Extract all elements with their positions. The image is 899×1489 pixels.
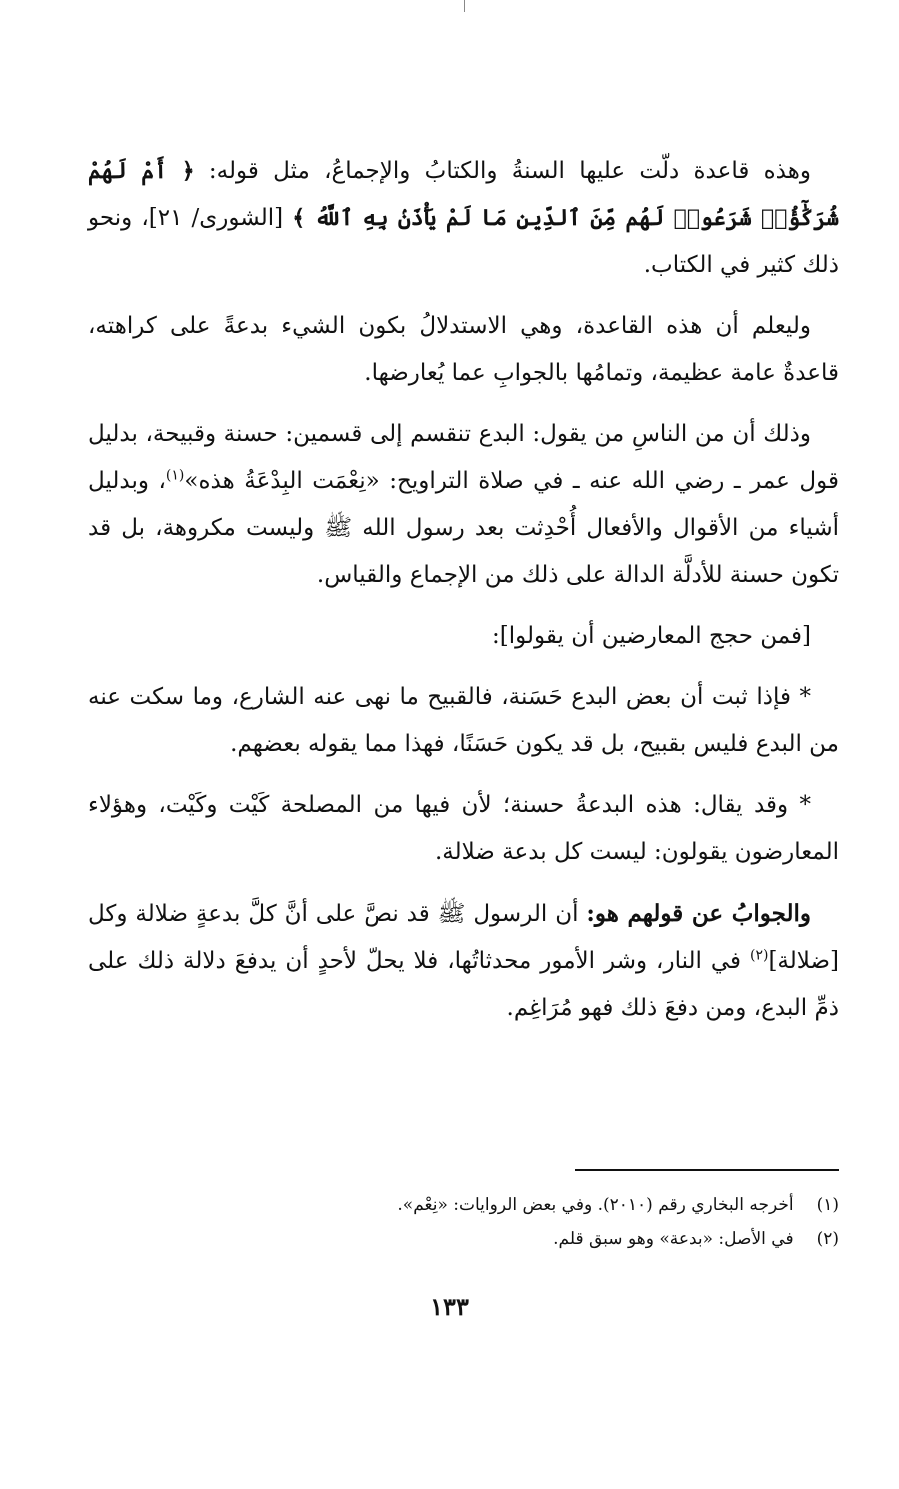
paragraph-3-post: ، وبدليل أشياء من الأقوال والأفعال أُحْدِثت بعد رسول الله ﷺ وليست مكروهة، بل قد تكون حسنة للأدلَّة الدالة على ذلك من الإجماع والقياس. (88, 468, 839, 588)
paragraph-2 (88, 303, 839, 397)
footnote-1-text: أخرجه البخاري رقم (٢٠١٠). وفي بعض الروايات: «نِعْم». (397, 1195, 794, 1215)
paragraph-5-text: * فإذا ثبت أن بعض البدع حَسَنة، فالقبيح ما نهى عنه الشارع، وما سكت عنه من البدع فليس بقبيح، بل قد يكون حَسَنًا، فهذا مما يقوله بعضهم. (88, 684, 839, 757)
footnote-1 (200, 1188, 839, 1222)
footnotes (200, 1188, 839, 1256)
footnote-2-number: (٢) (816, 1229, 839, 1249)
paragraph-1 (88, 148, 839, 289)
section-heading (88, 613, 839, 660)
paragraph-1-pre: وهذه قاعدة دلّت عليها السنةُ والكتابُ والإجماعُ، مثل قوله: (194, 158, 811, 184)
quran-verse: ﴿ أَمْ لَهُمْ شُرَكَٰٓؤُا۟ شَرَعُوا۟ لَهُم مِّنَ ٱلدِّينِ مَا لَمْ يَأْذَنۢ بِهِ ٱللَّهُ ﴾ (88, 158, 839, 231)
main-text (88, 148, 839, 1046)
paragraph-3-pre: وذلك أن من الناسِ من يقول: البدع تنقسم إلى قسمين: حسنة وقبيحة، بدليل قول عمر ـ رضي الله عنه ـ في صلاة التراويح: «نِعْمَت البِدْعَةُ هذه» (88, 421, 840, 494)
section-heading-text: [فمن حجج المعارضين أن يقولوا]: (491, 623, 811, 649)
paragraph-1-post: [الشورى/ ٢١]، ونحو ذلك كثير في الكتاب. (88, 205, 839, 278)
footnote-2 (200, 1222, 839, 1256)
paragraph-2-text: وليعلم أن هذه القاعدة، وهي الاستدلالُ بكون الشيء بدعةً على كراهته، قاعدةٌ عامة عظيمة، وتمامُها بالجوابِ عما يُعارضها. (88, 313, 839, 386)
paragraph-6-text: * وقد يقال: هذه البدعةُ حسنة؛ لأن فيها من المصلحة كَيْت وكَيْت، وهؤلاء المعارضون يقولون: ليست كل بدعة ضلالة. (88, 792, 839, 865)
paragraph-6 (88, 782, 839, 876)
paragraph-7-pre: أن الرسول ﷺ قد نصَّ على أنَّ كلَّ بدعةٍ ضلالة وكل [ضلالة] (88, 901, 839, 974)
paragraph-3 (88, 411, 839, 599)
paragraph-5 (88, 674, 839, 768)
footnote-divider (575, 1169, 839, 1171)
paragraph-7-post: في النار، وشر الأمور محدثاتُها، فلا يحلّ لأحدٍ أن يدفعَ دلالة ذلك على ذمِّ البدع، ومن دفعَ ذلك فهو مُرَاغِم. (88, 948, 839, 1021)
page-number: ١٣٣ (430, 1292, 469, 1321)
page-top-mark (464, 0, 465, 12)
paragraph-7 (88, 890, 839, 1032)
answer-lead: والجوابُ عن قولهم هو: (586, 900, 811, 927)
footnote-ref-1: (١) (165, 467, 185, 484)
footnote-2-text: في الأصل: «بدعة» وهو سبق قلم. (553, 1229, 794, 1249)
footnote-ref-2: (٢) (749, 947, 769, 964)
footnote-1-number: (١) (816, 1195, 839, 1215)
